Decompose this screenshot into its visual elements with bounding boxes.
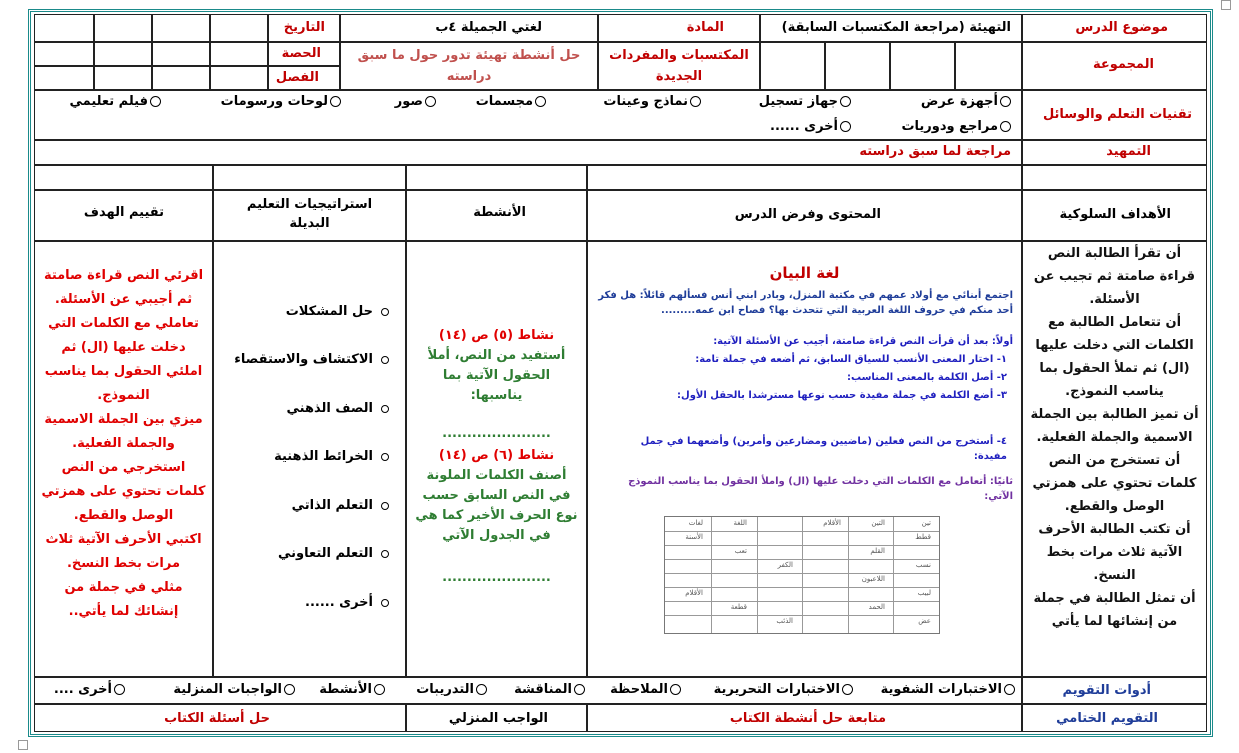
spacer-cell-5 (34, 165, 213, 190)
radio-circle-icon (114, 684, 125, 695)
class-label-cell (268, 66, 340, 90)
table-word: لبيب (917, 589, 931, 597)
table-word: اللغة (733, 519, 747, 527)
assessment-item: مثلي في جملة من إنشائك لما يأتي.. (64, 580, 183, 619)
group-cell-4 (760, 42, 825, 90)
tool-option-label: فيلم تعليمي (69, 94, 148, 109)
strategy-item[interactable] (287, 401, 397, 416)
radio-circle-icon (840, 121, 851, 132)
page-corner-top-right (1221, 0, 1231, 10)
lesson-question: ٢- أصل الكلمة بالمعنى المناسب: (846, 372, 1007, 383)
radio-circle-icon (1000, 121, 1011, 132)
strategy-item[interactable] (286, 304, 397, 319)
radio-circle-icon (284, 684, 295, 695)
date-value-cell-4 (34, 14, 94, 42)
objectives-list (1029, 242, 1200, 633)
worksheet-table-image (664, 516, 940, 634)
period-label: الحصة (281, 46, 321, 61)
class-cell-3 (94, 66, 152, 90)
assessment-item: تعاملي مع الكلمات التي دخلت عليها (ال) ثم املئي الحقول بما يناسب النموذج. (44, 316, 203, 403)
spacer-cell-1 (1022, 165, 1207, 190)
content-header-cell (587, 190, 1022, 241)
strategies-header-cell (213, 190, 406, 241)
eval-option[interactable] (881, 682, 1015, 697)
intro-label: التمهيد (1106, 144, 1151, 159)
radio-circle-icon (690, 96, 701, 107)
objective-item: أن تكتب الطالبة الأحرف الآتية ثلاث مرات بخط النسخ. (1038, 522, 1191, 583)
strategy-item[interactable] (292, 498, 397, 513)
homework-label-cell (406, 704, 587, 732)
spacer-cell-4 (213, 165, 406, 190)
table-word: التين (871, 519, 885, 527)
table-word: الأقلام (685, 589, 703, 597)
lesson-title: لغة البيان (769, 264, 840, 282)
lesson-questions-header: أولاً: بعد أن قرأت النص قراءة صامتة، أجيب عن الأسئلة الآتية: (713, 336, 1013, 347)
vocab-value: حل أنشطة تهيئة تدور حول ما سبق دراسته (357, 48, 581, 84)
bullet-circle-icon (381, 308, 389, 316)
objective-item: أن تمثل الطالبة في جملة من إنشائها لما يأتي (1033, 591, 1196, 629)
eval-tools-label: أدوات التقويم (1062, 683, 1151, 698)
homework-value-cell (34, 704, 406, 732)
final-followup: متابعة حل أنشطة الكتاب (729, 711, 886, 726)
tool-option-label: جهاز تسجيل (758, 94, 838, 109)
activity-1-dots: ...................... (442, 426, 551, 441)
intro-value: مراجعة لما سبق دراسته (859, 144, 1011, 159)
period-cell-3 (94, 42, 152, 66)
tools-label: تقنيات التعلم والوسائل (1042, 107, 1192, 122)
eval-option-label: أخرى .... (53, 682, 112, 697)
strategy-label: التعلم التعاوني (278, 546, 373, 561)
bullet-circle-icon (381, 550, 389, 558)
table-word: قطط (915, 533, 931, 541)
date-value-cell-1 (210, 14, 268, 42)
final-label-cell (1022, 704, 1207, 732)
group-cell-2 (890, 42, 955, 90)
eval-option-label: التدريبات (416, 682, 474, 697)
period-label-cell (268, 42, 340, 66)
subject-label-cell (598, 14, 760, 42)
class-cell-1 (210, 66, 268, 90)
eval-option-label: الواجبات المنزلية (173, 682, 282, 697)
bullet-circle-icon (381, 453, 389, 461)
eval-option-label: الاختبارات التحريرية (713, 682, 840, 697)
objective-item: أن تستخرج من النص كلمات تحتوي على همزتي الوصل والقطع. (1032, 453, 1197, 514)
activity-1-text: أستفيد من النص، أملأ الحقول الآتية بما يناسبها: (427, 348, 566, 403)
homework-value: حل أسئلة الكتاب (164, 711, 270, 726)
lesson-second-task: ثانيًا: أتعامل مع الكلمات التي دخلت عليها (ال) واملأ الحقول بما يناسب النموذج الآتي: (628, 476, 1013, 502)
radio-circle-icon (150, 96, 161, 107)
strategy-item[interactable] (278, 546, 397, 561)
page-corner-bottom-left (18, 740, 28, 750)
eval-option-label: الأنشطة (319, 682, 372, 697)
content-header: المحتوى وفرض الدرس (734, 207, 881, 222)
activities-header-cell (406, 190, 587, 241)
table-word: الكفر (777, 561, 793, 569)
strategy-item[interactable] (234, 352, 397, 367)
table-word: القلم (870, 547, 885, 555)
bullet-circle-icon (381, 599, 389, 607)
table-word: اللاعبون (861, 575, 885, 583)
eval-option-label: الاختبارات الشفوية (880, 682, 1002, 697)
tools-label-cell (1022, 90, 1207, 140)
class-cell-2 (152, 66, 210, 90)
eval-tools-label-cell (1022, 677, 1207, 704)
strategy-label: الصف الذهني (286, 401, 373, 416)
objective-item: أن تقرأ الطالبة النص قراءة صامتة ثم تجيب عن الأسئلة. (1033, 246, 1196, 307)
activity-2-dots: ...................... (442, 570, 551, 585)
period-cell-1 (210, 42, 268, 66)
assessment-cell (34, 241, 213, 677)
group-label-cell (1022, 42, 1207, 90)
assessment-header-cell (34, 190, 213, 241)
table-word: الذئب (776, 617, 793, 625)
objectives-header: الأهداف السلوكية (1059, 207, 1171, 222)
assessment-item: ميزي بين الجملة الاسمية والجملة الفعلية. (44, 412, 203, 451)
radio-circle-icon (574, 684, 585, 695)
tools-options-cell (34, 90, 1022, 140)
strategy-item[interactable] (274, 449, 397, 464)
tool-option-other[interactable] (770, 119, 851, 134)
radio-circle-icon (1000, 96, 1011, 107)
objective-item: أن تميز الطالبة بين الجملة الاسمية والجملة الفعلية. (1030, 407, 1199, 445)
lesson-question: ٣- أضع الكلمة في جملة مفيدة حسب نوعها مسترشدا بالحقل الأول: (677, 390, 1007, 401)
assessment-item: استخرجي من النص كلمات تحتوي على همزتي الوصل والقطع. (41, 460, 206, 523)
subject-label: المادة (686, 20, 724, 35)
radio-circle-icon (1004, 684, 1015, 695)
strategies-header: استراتيجيات التعليم البديلة (246, 197, 373, 231)
table-word: الأسنة (685, 533, 703, 541)
period-cell-2 (152, 42, 210, 66)
group-cell-3 (825, 42, 890, 90)
eval-option[interactable] (714, 682, 853, 697)
period-cell-4 (34, 42, 94, 66)
lesson-question: ١- اختار المعنى الأنسب للسياق السابق، ثم أضعه في جملة تامة: (695, 354, 1007, 365)
class-cell-4 (34, 66, 94, 90)
final-label: التقويم الختامي (1056, 711, 1158, 726)
strategy-item[interactable] (305, 595, 397, 610)
eval-option-label: الملاحظة (610, 682, 668, 697)
subject-value-cell (340, 14, 598, 42)
eval-option[interactable] (319, 682, 385, 697)
eval-option-label: المناقشة (514, 682, 572, 697)
vocab-label: المكتسبات والمفردات الجديدة (609, 48, 749, 84)
tool-option-models[interactable] (476, 94, 546, 109)
activities-cell (406, 241, 587, 677)
vocab-value-cell (340, 42, 598, 90)
date-label-cell (268, 14, 340, 42)
subject-value: لغتي الجميلة ٤ب (435, 20, 542, 35)
radio-circle-icon (535, 96, 546, 107)
intro-value-cell (34, 140, 1022, 165)
tool-option-samples[interactable] (603, 94, 701, 109)
activity-1-title: نشاط (٥) ص (١٤) (438, 328, 555, 343)
objectives-header-cell (1022, 190, 1207, 241)
group-cell-1 (955, 42, 1022, 90)
date-value-cell-3 (94, 14, 152, 42)
bullet-circle-icon (381, 356, 389, 364)
bullet-circle-icon (381, 502, 389, 510)
activities-header: الأنشطة (473, 205, 526, 220)
assessment-item: اكتبي الأحرف الآتية ثلاث مرات بخط النسخ. (45, 532, 202, 571)
strategy-label: أخرى ...... (305, 595, 373, 610)
objective-item: أن تتعامل الطالبة مع الكلمات التي دخلت عليها (ال) ثم تملأ الحقول بما يناسب النموذج. (1035, 315, 1194, 399)
topic-value: التهيئة (مراجعة المكتسبات السابقة) (781, 20, 1011, 35)
radio-circle-icon (842, 684, 853, 695)
homework-label: الواجب المنزلي (448, 711, 548, 726)
tool-option-label: مراجع ودوريات (901, 119, 998, 134)
table-word: الأقلام (823, 519, 841, 527)
strategy-label: التعلم الذاتي (291, 498, 373, 513)
table-word: نسب (915, 561, 931, 569)
topic-label-cell (1022, 14, 1207, 42)
date-label: التاريخ (283, 20, 325, 35)
tool-option-recorder[interactable] (759, 94, 851, 109)
topic-label: موضوع الدرس (1075, 20, 1168, 35)
assessment-header: تقييم الهدف (83, 205, 164, 220)
radio-circle-icon (476, 684, 487, 695)
radio-circle-icon (425, 96, 436, 107)
table-word: تعب (734, 547, 747, 555)
table-word: الحمد (868, 603, 885, 611)
eval-tools-options-cell (34, 677, 1022, 704)
tool-option-references[interactable] (901, 119, 1011, 134)
table-word: قطعة (730, 603, 747, 611)
eval-option[interactable] (54, 682, 125, 697)
activity-2-title: نشاط (٦) ص (١٤) (438, 448, 555, 463)
intro-label-cell (1022, 140, 1207, 165)
tool-option-label: لوحات ورسومات (220, 94, 328, 109)
radio-circle-icon (330, 96, 341, 107)
eval-option[interactable] (610, 682, 681, 697)
date-value-cell-2 (152, 14, 210, 42)
strategy-label: الاكتشاف والاستقصاء (234, 352, 373, 367)
activity-2-text: أصنف الكلمات الملونة في النص السابق حسب نوع الحرف الأخير كما هي في الجدول الآتي (415, 468, 578, 543)
eval-option[interactable] (416, 682, 487, 697)
group-label: المجموعة (1092, 57, 1154, 72)
lesson-question: ٤- أستخرج من النص فعلين (ماضيين ومضارعين وأمرين) وأضعهما في جمل مفيدة: (640, 436, 1007, 462)
spacer-cell-2 (587, 165, 1022, 190)
strategy-label: حل المشكلات (285, 304, 373, 319)
final-followup-cell (587, 704, 1022, 732)
radio-circle-icon (374, 684, 385, 695)
assessment-list (41, 264, 206, 624)
eval-option[interactable] (514, 682, 585, 697)
topic-value-cell (760, 14, 1022, 42)
table-word: عض (918, 617, 931, 625)
tool-option-label: نماذج وعينات (603, 94, 688, 109)
tool-option-label: مجسمات (475, 94, 533, 109)
tool-option-pictures[interactable] (395, 94, 436, 109)
tool-option-projector[interactable] (921, 94, 1011, 109)
tool-option-film[interactable] (69, 94, 161, 109)
tool-option-label: أجهزة عرض (920, 94, 998, 109)
class-label: الفصل (275, 70, 319, 85)
bullet-circle-icon (381, 405, 389, 413)
table-word: لغات (688, 519, 703, 527)
vocab-label-cell (598, 42, 760, 90)
radio-circle-icon (840, 96, 851, 107)
tool-option-label: أخرى ...... (770, 119, 838, 134)
strategies-cell (213, 241, 406, 677)
strategy-label: الخرائط الذهنية (274, 449, 373, 464)
eval-option[interactable] (173, 682, 295, 697)
table-word: تين (921, 519, 931, 527)
lesson-intro: اجتمع أبنائي مع أولاد عمهم في مكتبة المنزل، وبادر ابني أنس فسألهم قائلاً: هل فكر أحد منكم في حروف اللغة العربية التي تتحدث بها؟ فصاح ابن عمه......... (598, 290, 1013, 316)
tool-option-boards[interactable] (221, 94, 341, 109)
objectives-cell (1022, 241, 1207, 677)
tool-option-label: صور (394, 94, 423, 109)
spacer-cell-3 (406, 165, 587, 190)
radio-circle-icon (670, 684, 681, 695)
assessment-item: اقرئي النص قراءة صامتة ثم أجيبي عن الأسئلة. (43, 268, 204, 307)
